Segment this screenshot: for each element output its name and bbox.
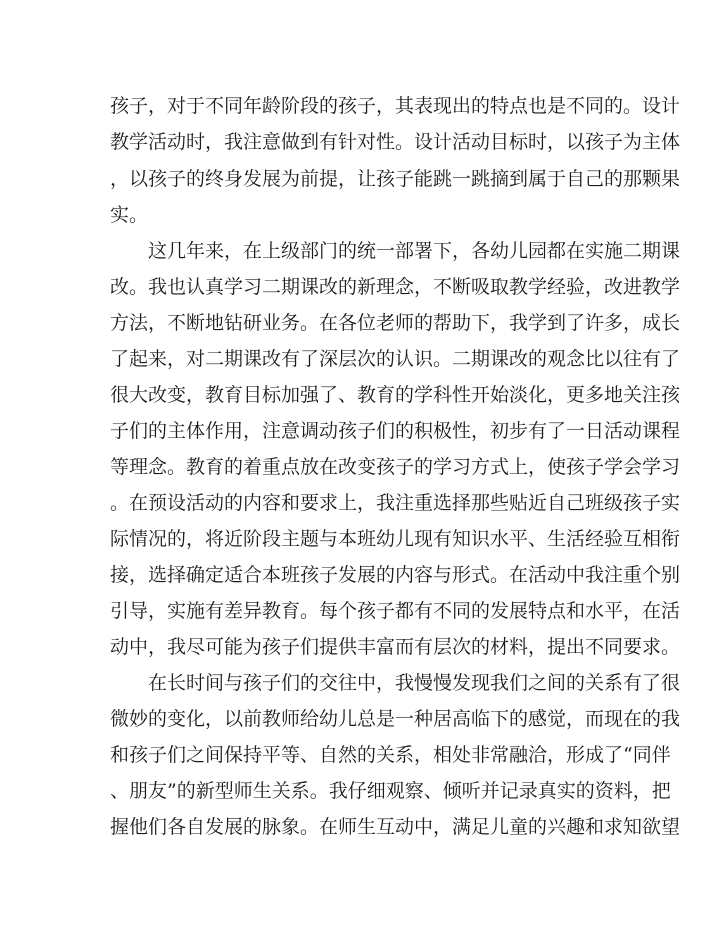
paragraph-first-line: 在长时间与孩子们的交往中，我慢慢发现我们之间的关系有了很: [148, 672, 681, 694]
text-line: 动中，我尽可能为孩子们提供丰富而有层次的材料，提出不同要求。: [110, 636, 681, 658]
text-line: 教学活动时，我注意做到有针对性。设计活动目标时，以孩子为主体: [110, 131, 681, 153]
text-line: 引导，实施有差异教育。每个孩子都有不同的发展特点和水平，在活: [110, 600, 681, 622]
text-line: 、朋友”的新型师生关系。我仔细观察、倾听并记录真实的资料，把: [110, 780, 671, 802]
text-line: ，以孩子的终身发展为前提，让孩子能跳一跳摘到属于自己的那颗果: [110, 168, 681, 190]
text-line: 。在预设活动的内容和要求上，我注重选择那些贴近自己班级孩子实: [110, 492, 681, 514]
text-line: 和孩子们之间保持平等、自然的关系，相处非常融洽，形成了“同伴: [110, 744, 671, 766]
text-line: 接，选择确定适合本班孩子发展的内容与形式。在活动中我注重个别: [110, 564, 681, 586]
text-line: 微妙的变化，以前教师给幼儿总是一种居高临下的感觉，而现在的我: [110, 708, 681, 730]
text-line: 子们的主体作用，注意调动孩子们的积极性，初步有了一日活动课程: [110, 420, 681, 442]
text-line: 握他们各自发展的脉象。在师生互动中，满足儿童的兴趣和求知欲望: [110, 816, 681, 838]
text-line: 等理念。教育的着重点放在改变孩子的学习方式上，使孩子学会学习: [110, 456, 681, 478]
text-line: 实。: [110, 204, 149, 226]
text-line: 了起来，对二期课改有了深层次的认识。二期课改的观念比以往有了: [110, 348, 681, 370]
paragraph-first-line: 这几年来，在上级部门的统一部署下，各幼儿园都在实施二期课: [148, 240, 681, 262]
text-line: 改。我也认真学习二期课改的新理念，不断吸取教学经验，改进教学: [110, 276, 681, 298]
text-line: 方法，不断地钻研业务。在各位老师的帮助下，我学到了许多，成长: [110, 312, 681, 334]
text-line: 孩子，对于不同年龄阶段的孩子，其表现出的特点也是不同的。设计: [110, 95, 681, 117]
text-line: 很大改变，教育目标加强了、教育的学科性开始淡化，更多地关注孩: [110, 384, 681, 406]
text-line: 际情况的，将近阶段主题与本班幼儿现有知识水平、生活经验互相衔: [110, 528, 681, 550]
